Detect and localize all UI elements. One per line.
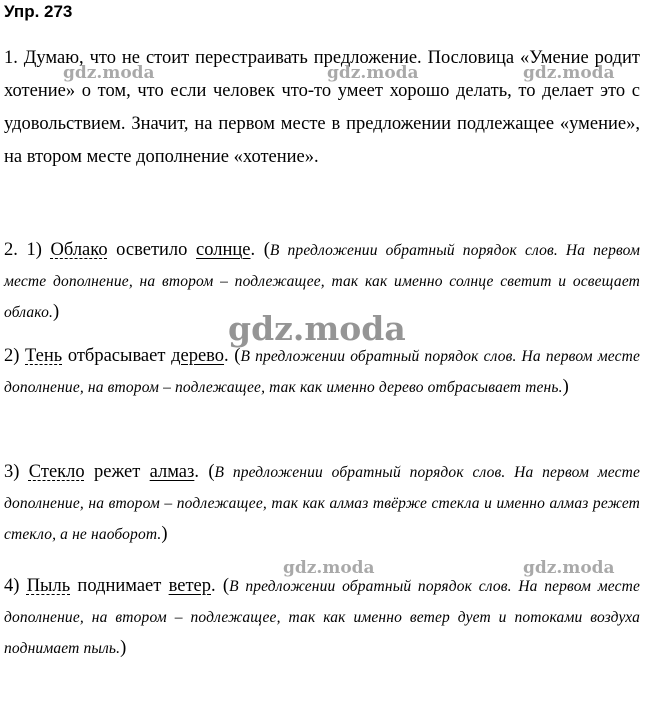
- subject-word: Тень: [25, 346, 63, 366]
- answer-item-2: [4, 341, 640, 403]
- note-open: . (: [224, 346, 241, 366]
- subject-word: Стекло: [28, 462, 85, 482]
- watermark: gdz.moda: [63, 63, 155, 83]
- item-prefix: 3): [4, 462, 29, 482]
- watermark: gdz.moda: [327, 63, 419, 83]
- verb-word: режет: [84, 462, 150, 482]
- note-open: . (: [194, 462, 215, 482]
- explanation-note: В предложении обратный порядок слов. На первом месте дополнение, на втором – подлежащее, так как алмаз твёрже стекла и именно алмаз режет стекло, а не наоборот.: [4, 464, 640, 543]
- object-word: солнце: [196, 240, 251, 260]
- answer-part-1: 1. Думаю, что не стоит перестраивать предложение. Пословица «Умение родит хотение» о том, что если человек что-то умеет хорошо делать, то делает это с удовольствием. Значит, на первом месте в предложении подлежащее «умение», на втором месте дополнение «хотение».: [4, 48, 640, 167]
- verb-word: поднимает: [70, 576, 169, 596]
- note-close: ): [120, 638, 127, 658]
- explanation-note: В предложении обратный порядок слов. На первом месте дополнение, на втором – подлежащее, так как именно ветер дует и потоками воздуха поднимает пыль.: [4, 578, 641, 657]
- exercise-title: Упр. 273: [4, 2, 73, 21]
- object-word: дерево: [171, 346, 225, 366]
- object-word: алмаз: [149, 462, 195, 482]
- answer-item-1: [4, 235, 640, 328]
- verb-word: осветило: [107, 240, 197, 260]
- item-prefix: 2): [4, 346, 26, 366]
- note-open: . (: [211, 576, 230, 596]
- watermark: gdz.moda: [228, 309, 406, 348]
- note-close: ): [161, 524, 168, 544]
- subject-word: Пыль: [26, 576, 71, 596]
- answer-item-4: [4, 571, 640, 664]
- explanation-note: В предложении обратный порядок слов. На первом месте дополнение, на втором – подлежащее, так как именно солнце светит и освещает облако.: [4, 242, 640, 321]
- subject-word: Облако: [50, 240, 108, 260]
- watermark: gdz.moda: [283, 558, 375, 578]
- verb-word: отбрасывает: [62, 346, 172, 366]
- item-prefix: 4): [4, 576, 27, 596]
- note-close: ): [53, 302, 60, 322]
- item-prefix: 2. 1): [4, 240, 51, 260]
- explanation-note: В предложении обратный порядок слов. На первом месте дополнение, на втором – подлежащее, так как именно дерево отбрасывает тень.: [4, 348, 640, 396]
- answer-item-3: [4, 457, 640, 550]
- note-close: ): [562, 377, 569, 397]
- watermark: gdz.moda: [523, 558, 615, 578]
- note-open: . (: [250, 240, 270, 260]
- object-word: ветер: [168, 576, 211, 596]
- watermark: gdz.moda: [523, 63, 615, 83]
